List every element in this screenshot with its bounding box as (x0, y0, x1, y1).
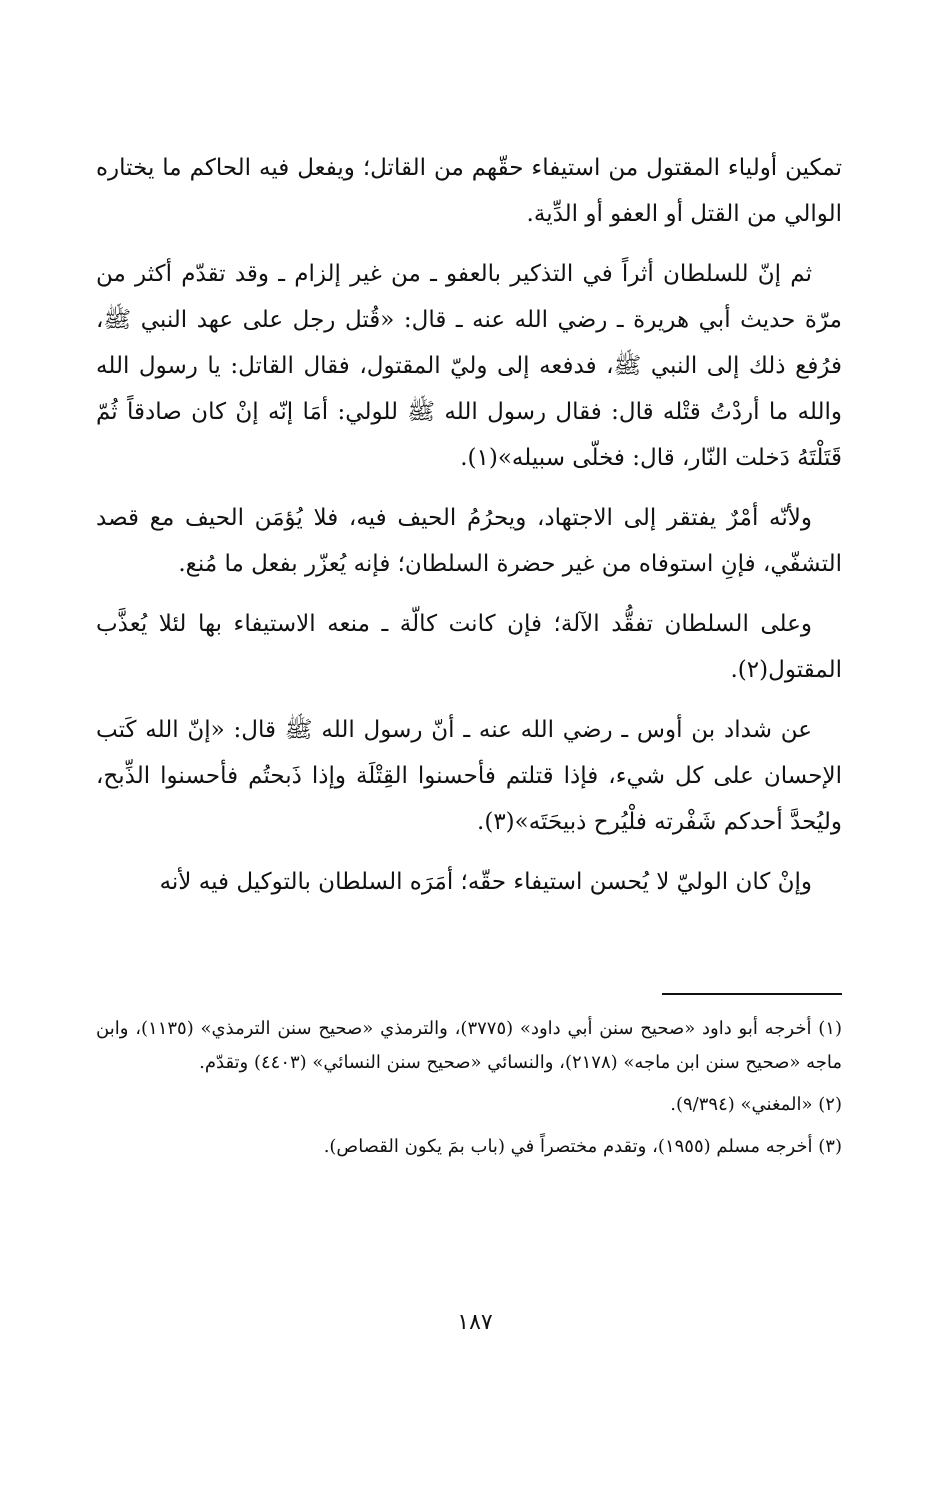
paragraph-1: تمكين أولياء المقتول من استيفاء حقّهم من القاتل؛ ويفعل فيه الحاكم ما يختاره الوالي من القتل أو العفو أو الدِّية. (96, 155, 842, 227)
page-number: ١٨٧ (457, 1310, 493, 1335)
footnote-1: (١) أخرجه أبو داود «صحيح سنن أبي داود» (٣٧٧٥)، والترمذي «صحيح سنن الترمذي» (١١٣٥)، وابن ماجه «صحيح سنن ابن ماجه» (٢١٧٨)، والنسائي «صحيح سنن النسائي» (٤٤٠٣) وتقدّم. (96, 1018, 842, 1073)
main-text (96, 145, 842, 919)
paragraph-6: وإنْ كان الوليّ لا يُحسن استيفاء حقّه؛ أمَرَه السلطان بالتوكيل فيه لأنه (159, 869, 812, 895)
footnote-3: (٣) أخرجه مسلم (١٩٥٥)، وتقدم مختصراً في (باب بمَ يكون القصاص). (323, 1136, 842, 1157)
paragraph-4: وعلى السلطان تفقُّد الآلة؛ فإن كانت كالّة ـ منعه الاستيفاء بها لئلا يُعذَّب المقتول(٢). (96, 611, 842, 683)
paragraph-2: ثم إنّ للسلطان أثراً في التذكير بالعفو ـ من غير إلزام ـ وقد تقدّم أكثر من مرّة حديث أبي هريرة ـ رضي الله عنه ـ قال: «قُتل رجل على عهد النبي ﷺ، فرُفع ذلك إلى النبي ﷺ، فدفعه إلى وليّ المقتول، فقال القاتل: يا رسول الله والله ما أردْتُ قتْله قال: فقال رسول الله ﷺ للولي: أمَا إنّه إنْ كان صادقاً ثُمّ قَتَلْتَهُ دَخلت النّار، قال: فخلّى سبيله»(١). (96, 261, 842, 471)
footnote-divider (662, 993, 842, 995)
footnote-2: (٢) «المغني» (٩/٣٩٤). (670, 1094, 842, 1115)
paragraph-3: ولأنّه أمْرٌ يفتقر إلى الاجتهاد، ويحرُمُ الحيف فيه، فلا يُؤمَن الحيف مع قصد التشفّي، فإنِ استوفاه من غير حضرة السلطان؛ فإنه يُعزّر بفعل ما مُنع. (96, 505, 842, 577)
footnotes (96, 1012, 842, 1172)
paragraph-5: عن شداد بن أوس ـ رضي الله عنه ـ أنّ رسول الله ﷺ قال: «إنّ الله كَتب الإحسان على كل شيء، فإذا قتلتم فأحسنوا القِتْلَة وإذا ذَبحتُم فأحسنوا الذِّبح، وليُحدَّ أحدكم شَفْرته فلْيُرح ذبيحَتَه»(٣). (96, 717, 842, 835)
